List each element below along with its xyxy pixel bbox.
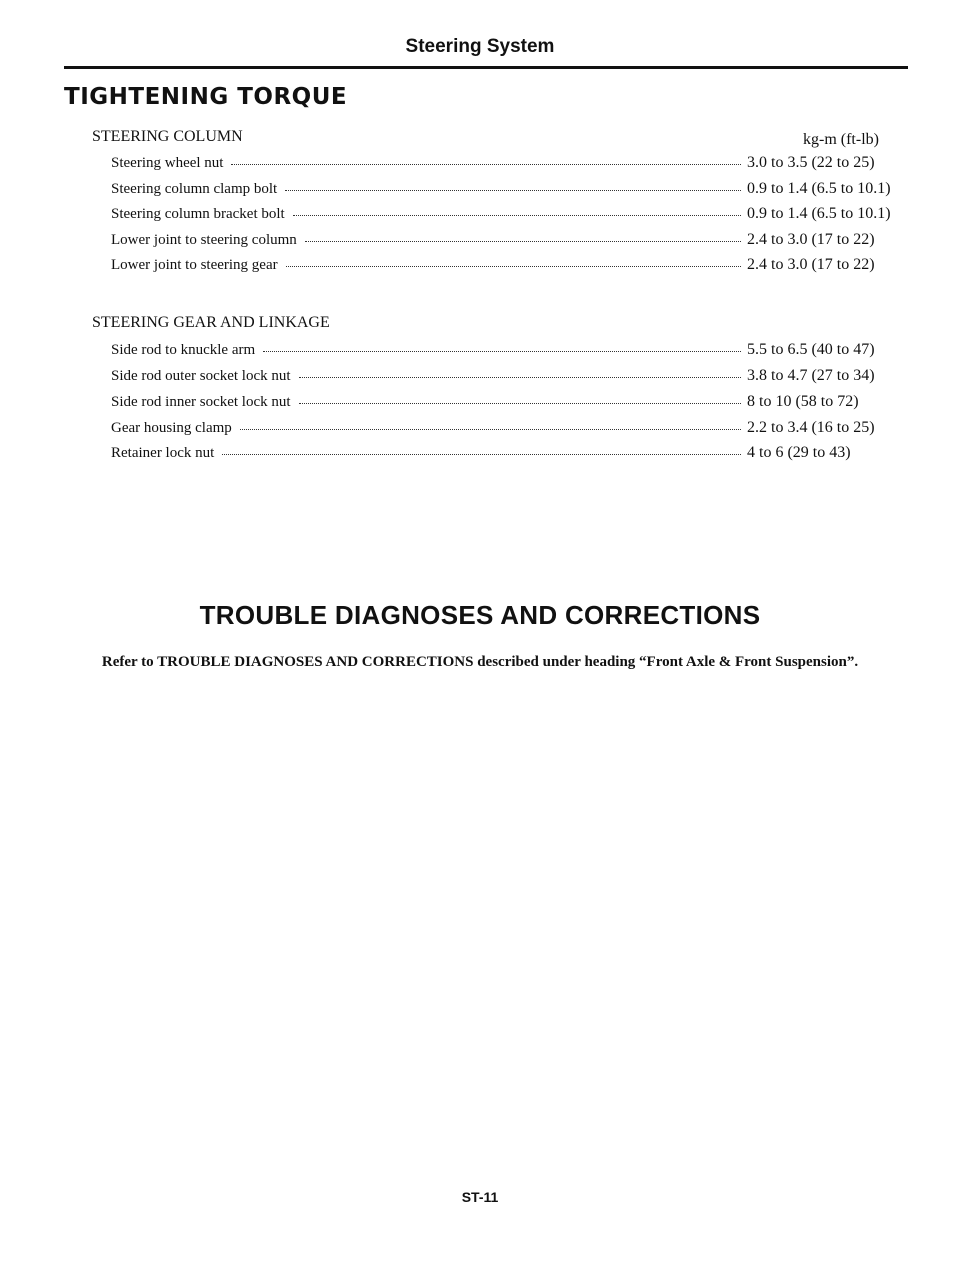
spec-name: Retainer lock nut: [111, 445, 215, 461]
dot-leader: [286, 253, 741, 267]
dot-leader: [222, 441, 741, 455]
spec-value: 5.5 to 6.5 (40 to 47): [747, 341, 875, 358]
spec-row: [111, 392, 911, 414]
dot-leader: [299, 390, 741, 404]
spec-row: [111, 255, 911, 277]
dot-leader: [293, 202, 741, 216]
spec-name: Steering column clamp bolt: [111, 181, 278, 197]
group-heading-steering-gear: STEERING GEAR AND LINKAGE: [92, 314, 330, 331]
spec-name: Side rod to knuckle arm: [111, 342, 256, 358]
spec-name: Steering column bracket bolt: [111, 206, 285, 222]
group-heading-steering-column: STEERING COLUMN: [92, 128, 243, 145]
spec-row: [111, 443, 911, 465]
section-title: TIGHTENING TORQUE: [64, 84, 348, 110]
dot-leader: [305, 228, 741, 242]
trouble-heading: TROUBLE DIAGNOSES AND CORRECTIONS: [199, 600, 761, 630]
spec-value: 2.4 to 3.0 (17 to 22): [747, 256, 875, 273]
unit-label: kg-m (ft-lb): [803, 131, 879, 148]
spec-value: 3.8 to 4.7 (27 to 34): [747, 367, 875, 384]
spec-value: 2.4 to 3.0 (17 to 22): [747, 231, 875, 248]
dot-leader: [240, 416, 741, 430]
dot-leader: [285, 177, 741, 191]
page-number: ST-11: [461, 1189, 499, 1205]
dot-leader: [263, 338, 741, 352]
spec-name: Lower joint to steering column: [111, 232, 297, 248]
dot-leader: [231, 151, 741, 165]
spec-name: Steering wheel nut: [111, 155, 224, 171]
trouble-reference-text: Refer to TROUBLE DIAGNOSES AND CORRECTIONS described under heading “Front Axle & Front Suspension”.: [101, 654, 859, 670]
running-header: Steering System: [405, 36, 555, 57]
spec-row: [111, 418, 911, 440]
spec-row: [111, 340, 911, 362]
spec-name: Lower joint to steering gear: [111, 257, 278, 273]
spec-name: Side rod inner socket lock nut: [111, 394, 291, 410]
spec-value: 2.2 to 3.4 (16 to 25): [747, 419, 875, 436]
spec-row: [111, 204, 911, 226]
spec-row: [111, 230, 911, 252]
spec-row: [111, 179, 911, 201]
spec-value: 0.9 to 1.4 (6.5 to 10.1): [747, 180, 891, 197]
spec-value: 0.9 to 1.4 (6.5 to 10.1): [747, 205, 891, 222]
spec-row: [111, 153, 911, 175]
spec-name: Side rod outer socket lock nut: [111, 368, 291, 384]
spec-row: [111, 366, 911, 388]
spec-value: 8 to 10 (58 to 72): [747, 393, 859, 410]
spec-value: 4 to 6 (29 to 43): [747, 444, 851, 461]
spec-value: 3.0 to 3.5 (22 to 25): [747, 154, 875, 171]
spec-name: Gear housing clamp: [111, 420, 232, 436]
dot-leader: [299, 364, 741, 378]
header-rule: [64, 66, 908, 69]
